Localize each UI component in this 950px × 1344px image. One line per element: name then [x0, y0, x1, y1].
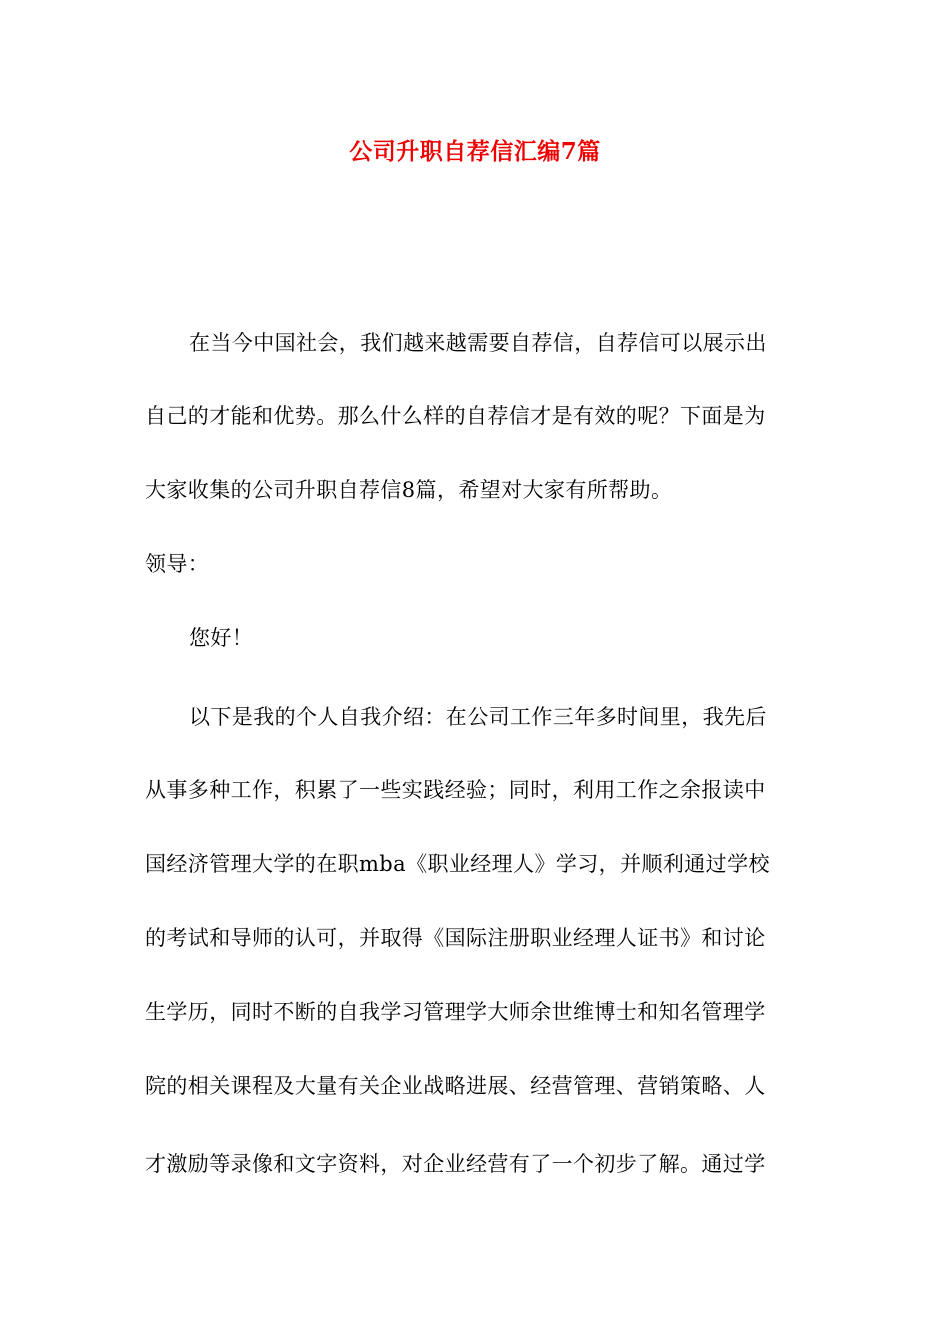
paragraph-line: 才激励等录像和文字资料，对企业经营有了一个初步了解。通过学 [145, 1152, 766, 1176]
paragraph-line: 自己的才能和优势。那么什么样的自荐信才是有效的呢？下面是为 [145, 404, 766, 428]
paragraph-line: 在当今中国社会，我们越来越需要自荐信，自荐信可以展示出 [189, 331, 767, 355]
document-title: 公司升职自荐信汇编7篇 [349, 138, 601, 165]
paragraph-line: 生学历，同时不断的自我学习管理学大师余世维博士和知名管理学 [145, 1000, 766, 1024]
paragraph-line: 院的相关课程及大量有关企业战略进展、经营管理、营销策略、人 [145, 1074, 766, 1098]
paragraph-line: 从事多种工作，积累了一些实践经验；同时，利用工作之余报读中 [145, 778, 766, 802]
paragraph-line: 以下是我的个人自我介绍：在公司工作三年多时间里，我先后 [189, 705, 767, 729]
paragraph-line: 大家收集的公司升职自荐信8篇，希望对大家有所帮助。 [145, 478, 673, 502]
paragraph-line: 国经济管理大学的在职mba《职业经理人》学习，并顺利通过学校 [145, 852, 770, 876]
paragraph-line: 的考试和导师的认可，并取得《国际注册职业经理人证书》和讨论 [145, 926, 766, 950]
greeting: 您好！ [189, 626, 254, 650]
salutation: 领导： [145, 552, 210, 576]
